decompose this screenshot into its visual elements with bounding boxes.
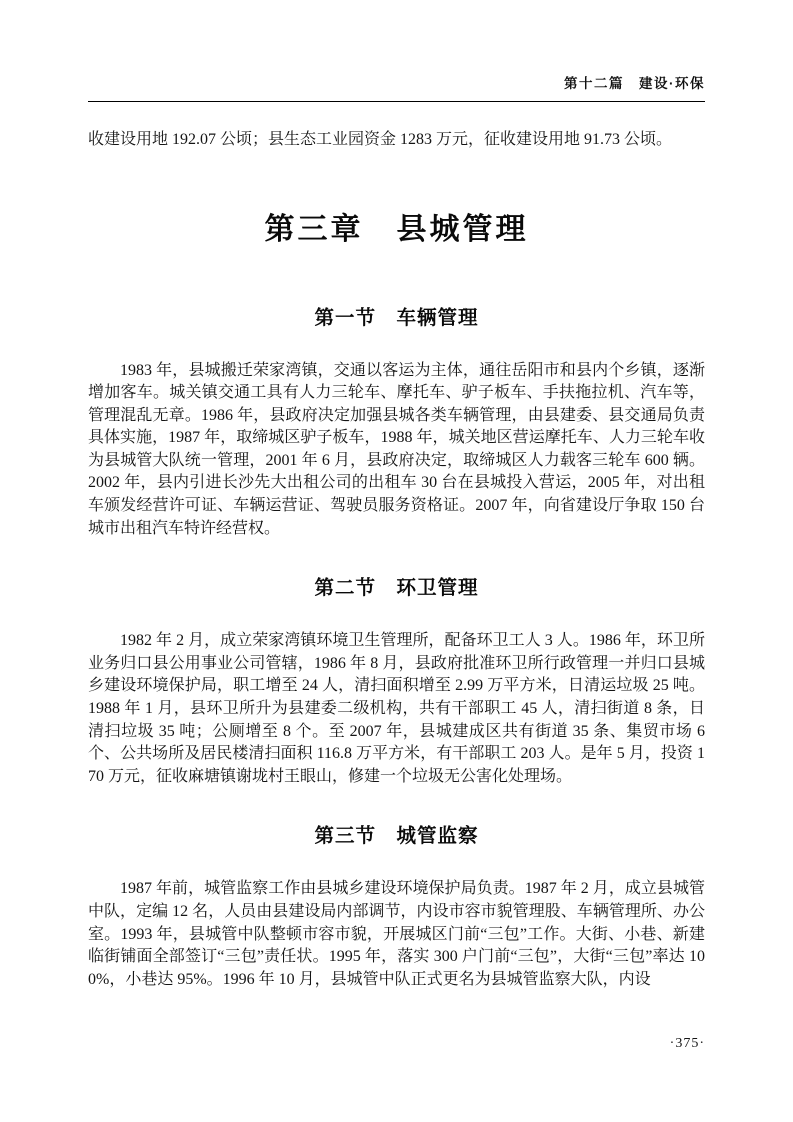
intro-paragraph: 收建设用地 192.07 公顷；县生态工业园资金 1283 万元，征收建设用地 91.73 公顷。 <box>88 131 673 148</box>
page-header <box>88 72 705 92</box>
section-paragraph: 1983 年，县城搬迁荣家湾镇，交通以客运为主体，通往岳阳市和县内个乡镇，逐渐增加客车。城关镇交通工具有人力三轮车、摩托车、驴子板车、手扶拖拉机、汽车等，管理混乱无章。1986 年，县政府决定加强县城各类车辆管理，由县建委、县交通局负责具体实施，1987 年，取缔城区驴子板车，1988 年，城关地区营运摩托车、人力三轮车收为县城管大队统一管理，2001 年 6 月，县政府决定，取缔城区人力载客三轮车 600 辆。2002 年，县内引进长沙先大出租公司的出租车 30 台在县城投入营运，2005 年，对出租车颁发经营许可证、车辆运营证、驾驶员服务资格证。2007 年，向省建设厅争取 150 台城市出租汽车特许经营权。 <box>88 361 705 537</box>
chapter-title: 第三章 县城管理 <box>264 212 529 246</box>
header-title: 第十二篇 建设·环保 <box>564 76 705 91</box>
section-paragraph: 1982 年 2 月，成立荣家湾镇环境卫生管理所，配备环卫工人 3 人。1986 年，环卫所业务归口县公用事业公司管辖，1986 年 8 月，县政府批准环卫所行政管理一并归口县城乡建设环境保护局，职工增至 24 人，清扫面积增至 2.99 万平方米，日清运垃圾 25 吨。1988 年 1 月，县环卫所升为县建委二级机构，共有干部职工 45 人，清扫街道 8 条，日清扫垃圾 35 吨；公厕增至 8 个。至 2007 年，县城建成区共有街道 35 条、集贸市场 6 个、公共场所及居民楼清扫面积 116.8 万平方米，有干部职工 203 人。是年 5 月，投资 170 万元，征收麻塘镇谢垅村王眼山，修建一个垃圾无公害化处理场。 <box>88 632 705 785</box>
section-sanitation-management <box>88 572 705 788</box>
section-paragraph: 1987 年前，城管监察工作由县城乡建设环境保护局负责。1987 年 2 月，成立县城管中队，定编 12 名，人员由县建设局内部调节，内设市容市貌管理股、车辆管理所、办公室。1993 年，县城管中队整顿市容市貌，开展城区门前“三包”工作。大街、小巷、新建临街铺面全部签订“三包”责任状。1995 年，落实 300 户门前“三包”，大街“三包”率达 100%，小巷达 95%。1996 年 10 月，县城管中队正式更名为县城管监察大队，内设 <box>88 880 705 988</box>
header-divider <box>88 101 705 102</box>
section-title: 第二节 环卫管理 <box>314 577 479 600</box>
page-number: ·375· <box>669 1036 705 1051</box>
section-vehicle-management <box>88 302 705 541</box>
section-urban-inspection <box>88 820 705 991</box>
section-title: 第一节 车辆管理 <box>314 306 479 329</box>
section-title: 第三节 城管监察 <box>314 825 479 848</box>
